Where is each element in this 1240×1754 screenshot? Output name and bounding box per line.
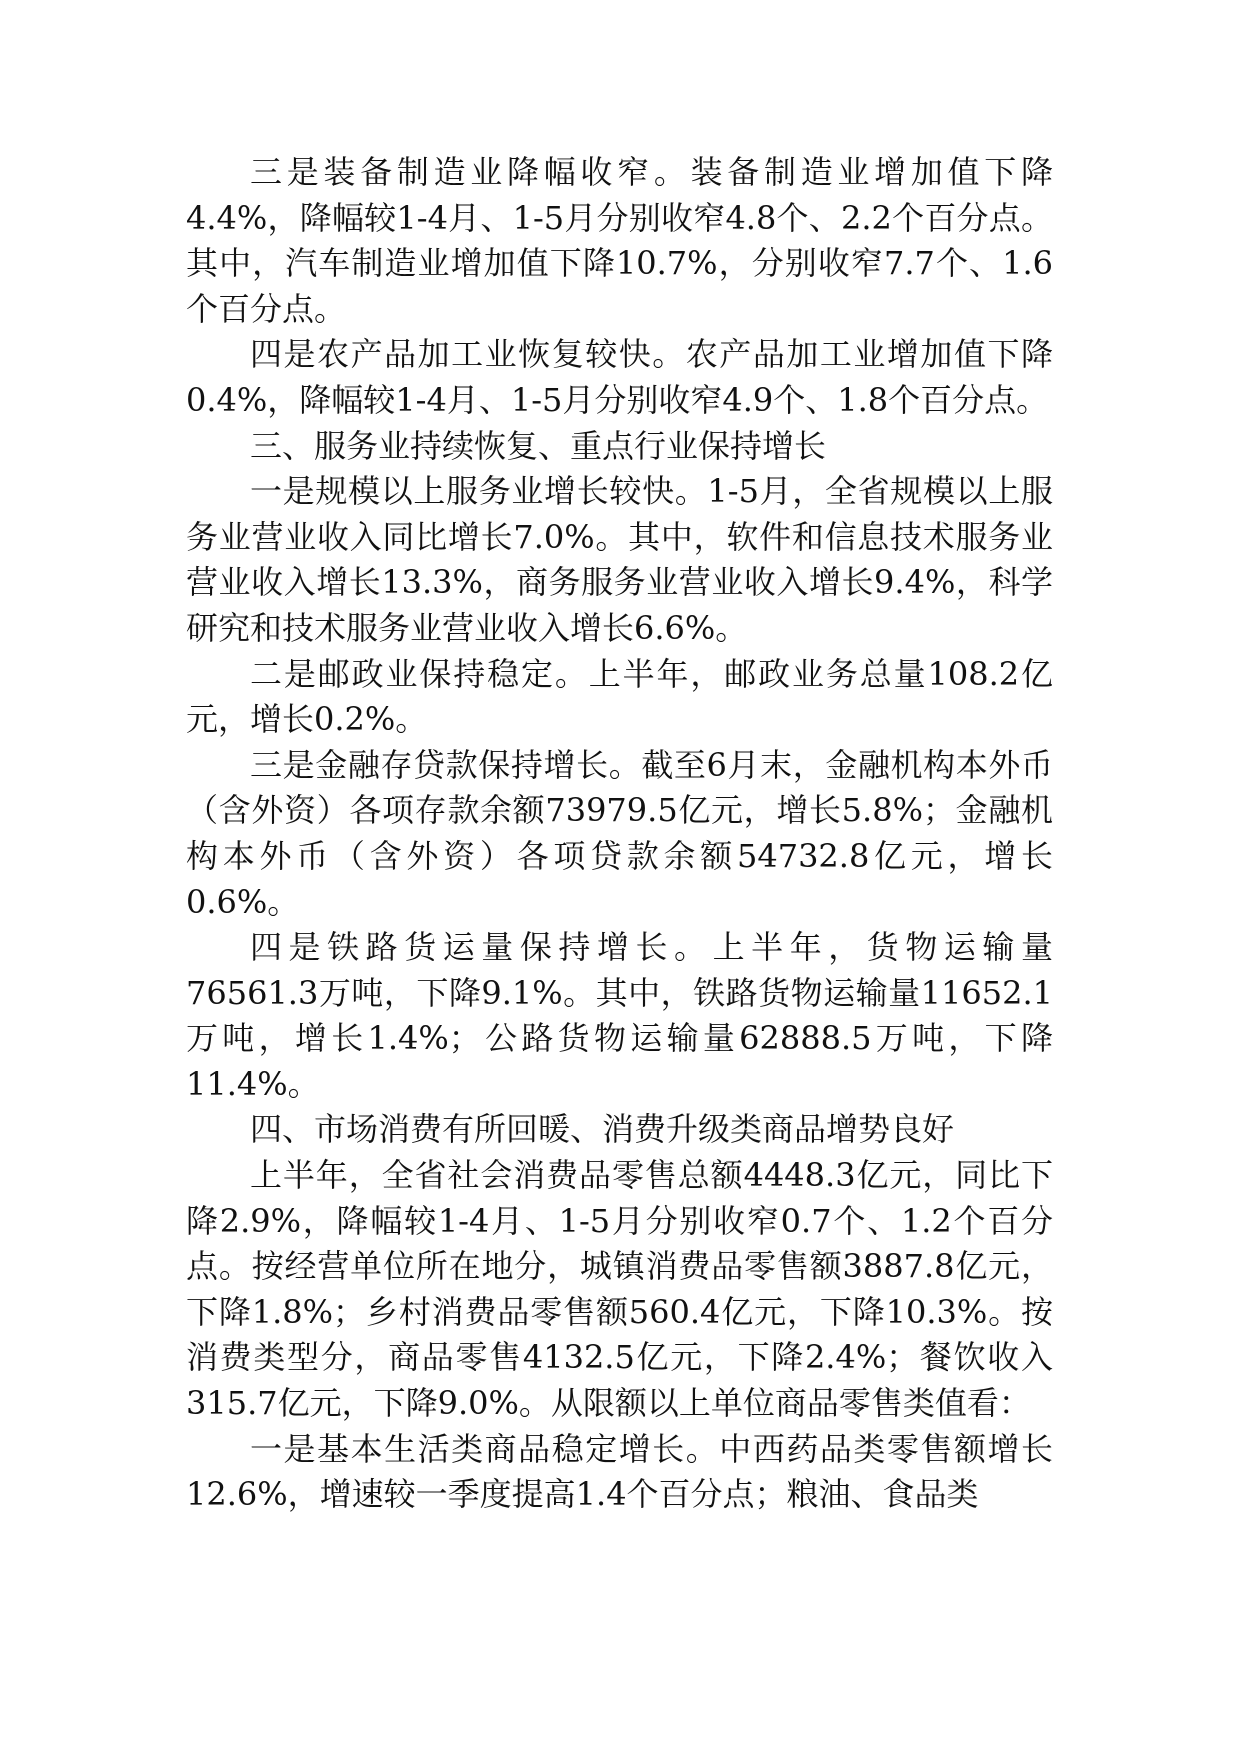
paragraph-postal: 二是邮政业保持稳定。上半年，邮政业务总量108.2亿元，增长0.2%。 — [186, 654, 1053, 739]
paragraph-agricultural-processing: 四是农产品加工业恢复较快。农产品加工业增加值下降0.4%，降幅较1-4月、1-5月分别收窄4.9个、1.8个百分点。 — [186, 335, 1053, 419]
section-heading-services: 三、服务业持续恢复、重点行业保持增长 — [250, 426, 827, 465]
paragraph-finance-deposits-loans: 三是金融存贷款保持增长。截至6月末，金融机构本外币（含外资）各项存款余额73979.5亿元，增长5.8%；金融机构本外币（含外资）各项贷款余额54732.8亿元，增长0.6%。 — [186, 745, 1053, 921]
paragraph-railway-freight: 四是铁路货运量保持增长。上半年，货物运输量76561.3万吨，下降9.1%。其中，铁路货物运输量11652.1万吨，增长1.4%；公路货物运输量62888.5万吨，下降11.4%。 — [186, 928, 1053, 1103]
paragraph-basic-goods: 一是基本生活类商品稳定增长。中西药品类零售额增长12.6%，增速较一季度提高1.4个百分点；粮油、食品类 — [186, 1429, 1053, 1514]
paragraph-retail-sales: 上半年，全省社会消费品零售总额4448.3亿元，同比下降2.9%，降幅较1-4月、1-5月分别收窄0.7个、1.2个百分点。按经营单位所在地分，城镇消费品零售额3887.8亿元，下降1.8%；乡村消费品零售额560.4亿元，下降10.3%。按消费类型分，商品零售4132.5亿元，下降2.4%；餐饮收入315.7亿元，下降9.0%。从限额以上单位商品零售类值看： — [186, 1156, 1053, 1423]
paragraph-services-growth: 一是规模以上服务业增长较快。1-5月，全省规模以上服务业营业收入同比增长7.0%。其中，软件和信息技术服务业营业收入增长13.3%，商务服务业营业收入增长9.4%，科学研究和技术服务业营业收入增长6.6%。 — [186, 472, 1053, 647]
section-heading-consumption: 四、市场消费有所回暖、消费升级类商品增势良好 — [250, 1110, 955, 1149]
paragraph-equipment-manufacturing: 三是装备制造业降幅收窄。装备制造业增加值下降4.4%，降幅较1-4月、1-5月分别收窄4.8个、2.2个百分点。其中，汽车制造业增加值下降10.7%，分别收窄7.7个、1.6个百分点。 — [186, 153, 1053, 328]
document-body — [186, 150, 1053, 1518]
